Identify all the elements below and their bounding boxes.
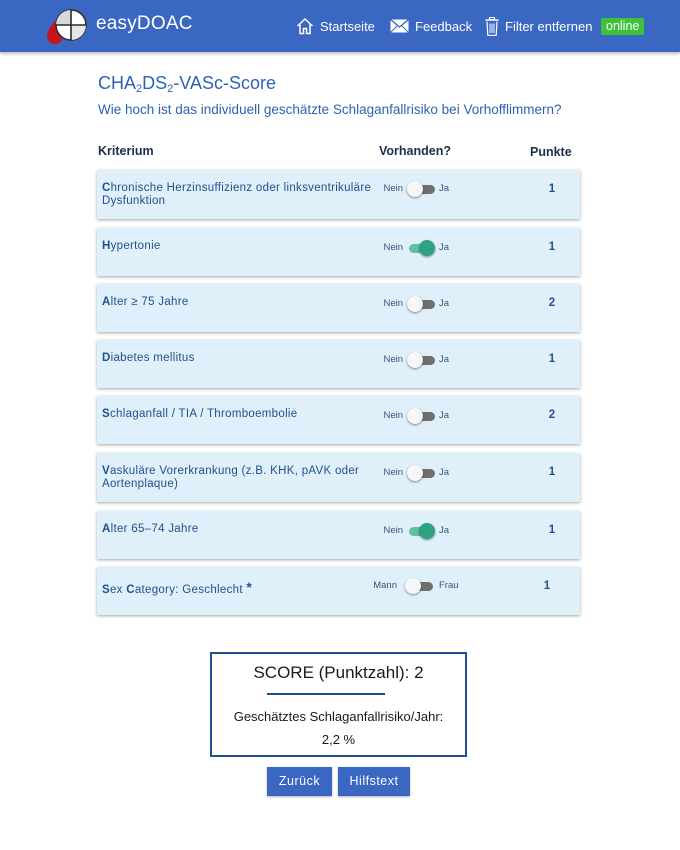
toggle-off-label: Nein bbox=[383, 354, 403, 365]
app-brand[interactable]: easyDOAC bbox=[96, 13, 193, 34]
column-header-criterion: Kriterium bbox=[98, 144, 154, 158]
toggle-on-label: Ja bbox=[439, 183, 450, 194]
toggle-switch-chf[interactable] bbox=[407, 180, 435, 198]
criterion-label: Vaskuläre Vorerkrankung (z.B. KHK, pAVK oder Aortenplaque) bbox=[102, 465, 360, 490]
criterion-points: 1 bbox=[543, 580, 551, 592]
criterion-row-age-65-74 bbox=[97, 511, 580, 559]
criterion-label: Sex Category: Geschlecht * bbox=[102, 579, 253, 596]
criterion-points: 1 bbox=[548, 183, 556, 195]
criterion-row-chf bbox=[97, 170, 580, 219]
trash-icon bbox=[485, 17, 499, 36]
risk-label: Geschätztes Schlaganfallrisiko/Jahr: bbox=[233, 709, 444, 724]
toggle-switch-age-65-74[interactable] bbox=[407, 522, 435, 540]
criterion-label: Diabetes mellitus bbox=[102, 352, 195, 364]
criterion-label: Chronische Herzinsuffizienz oder linksventrikuläre Dysfunktion bbox=[102, 182, 372, 207]
toggle-off-label: Nein bbox=[383, 525, 403, 536]
nav-feedback-label: Feedback bbox=[415, 18, 473, 34]
help-text-button[interactable]: Hilfstext bbox=[338, 767, 410, 796]
criterion-row-stroke bbox=[97, 396, 580, 444]
criterion-points: 1 bbox=[548, 353, 556, 365]
toggle-on-label: Frau bbox=[439, 580, 459, 591]
risk-value: 2,2 % bbox=[321, 732, 356, 747]
criterion-label: Alter 65–74 Jahre bbox=[102, 523, 199, 535]
criterion-points: 1 bbox=[548, 524, 556, 536]
toggle-switch-vascular[interactable] bbox=[407, 464, 435, 482]
toggle-off-label: Nein bbox=[383, 242, 403, 253]
home-icon bbox=[296, 17, 314, 35]
toggle-on-label: Ja bbox=[439, 467, 450, 478]
criterion-label: Schlaganfall / TIA / Thromboembolie bbox=[102, 408, 298, 420]
page-title: $CHA_2DS_2-VASc$-Score bbox=[98, 73, 276, 95]
envelope-icon bbox=[390, 19, 409, 33]
toggle-switch-diabetes[interactable] bbox=[407, 351, 435, 369]
criterion-row-vascular bbox=[97, 453, 580, 502]
criterion-row-sex-category bbox=[97, 567, 580, 615]
page-subtitle: Wie hoch ist das individuell geschätzte Schlaganfallrisiko bei Vorhofflimmern? bbox=[98, 102, 562, 117]
nav-feedback-link[interactable] bbox=[390, 14, 472, 38]
criterion-points: 2 bbox=[548, 297, 556, 309]
criterion-label: Hypertonie bbox=[102, 240, 161, 252]
top-navbar bbox=[0, 0, 680, 52]
easydoac-logo-icon[interactable] bbox=[46, 7, 88, 45]
toggle-switch-sex[interactable] bbox=[405, 577, 433, 595]
footnote-asterisk: * bbox=[246, 579, 253, 595]
toggle-on-label: Ja bbox=[439, 525, 450, 536]
criterion-row-age-75 bbox=[97, 284, 580, 332]
criterion-label: Alter ≥ 75 Jahre bbox=[102, 296, 189, 308]
toggle-on-label: Ja bbox=[439, 354, 450, 365]
online-status-badge: online bbox=[601, 18, 644, 35]
criterion-row-hypertension bbox=[97, 228, 580, 276]
score-divider bbox=[267, 693, 385, 695]
toggle-on-label: Ja bbox=[439, 410, 450, 421]
toggle-switch-age-75[interactable] bbox=[407, 295, 435, 313]
criterion-points: 1 bbox=[548, 241, 556, 253]
nav-filter-reset-link[interactable] bbox=[485, 14, 592, 38]
criterion-points: 2 bbox=[548, 409, 556, 421]
toggle-off-label: Nein bbox=[383, 183, 403, 194]
toggle-switch-hypertension[interactable] bbox=[407, 239, 435, 257]
column-header-present: Vorhanden? bbox=[379, 144, 451, 158]
toggle-on-label: Ja bbox=[439, 298, 450, 309]
toggle-off-label: Nein bbox=[383, 298, 403, 309]
nav-home-label: Startseite bbox=[320, 18, 375, 34]
toggle-off-label: Mann bbox=[373, 580, 397, 591]
nav-filter-label: Filter entfernen bbox=[505, 18, 593, 34]
back-button[interactable]: Zurück bbox=[267, 767, 332, 796]
toggle-off-label: Nein bbox=[383, 410, 403, 421]
toggle-switch-stroke[interactable] bbox=[407, 407, 435, 425]
criterion-points: 1 bbox=[548, 466, 556, 478]
toggle-on-label: Ja bbox=[439, 242, 450, 253]
toggle-off-label: Nein bbox=[383, 467, 403, 478]
score-result-box bbox=[210, 652, 467, 757]
nav-home-link[interactable] bbox=[296, 14, 375, 38]
criterion-row-diabetes bbox=[97, 340, 580, 388]
column-header-points: Punkte bbox=[530, 145, 572, 159]
score-total: SCORE (Punktzahl): 2 bbox=[253, 663, 424, 682]
